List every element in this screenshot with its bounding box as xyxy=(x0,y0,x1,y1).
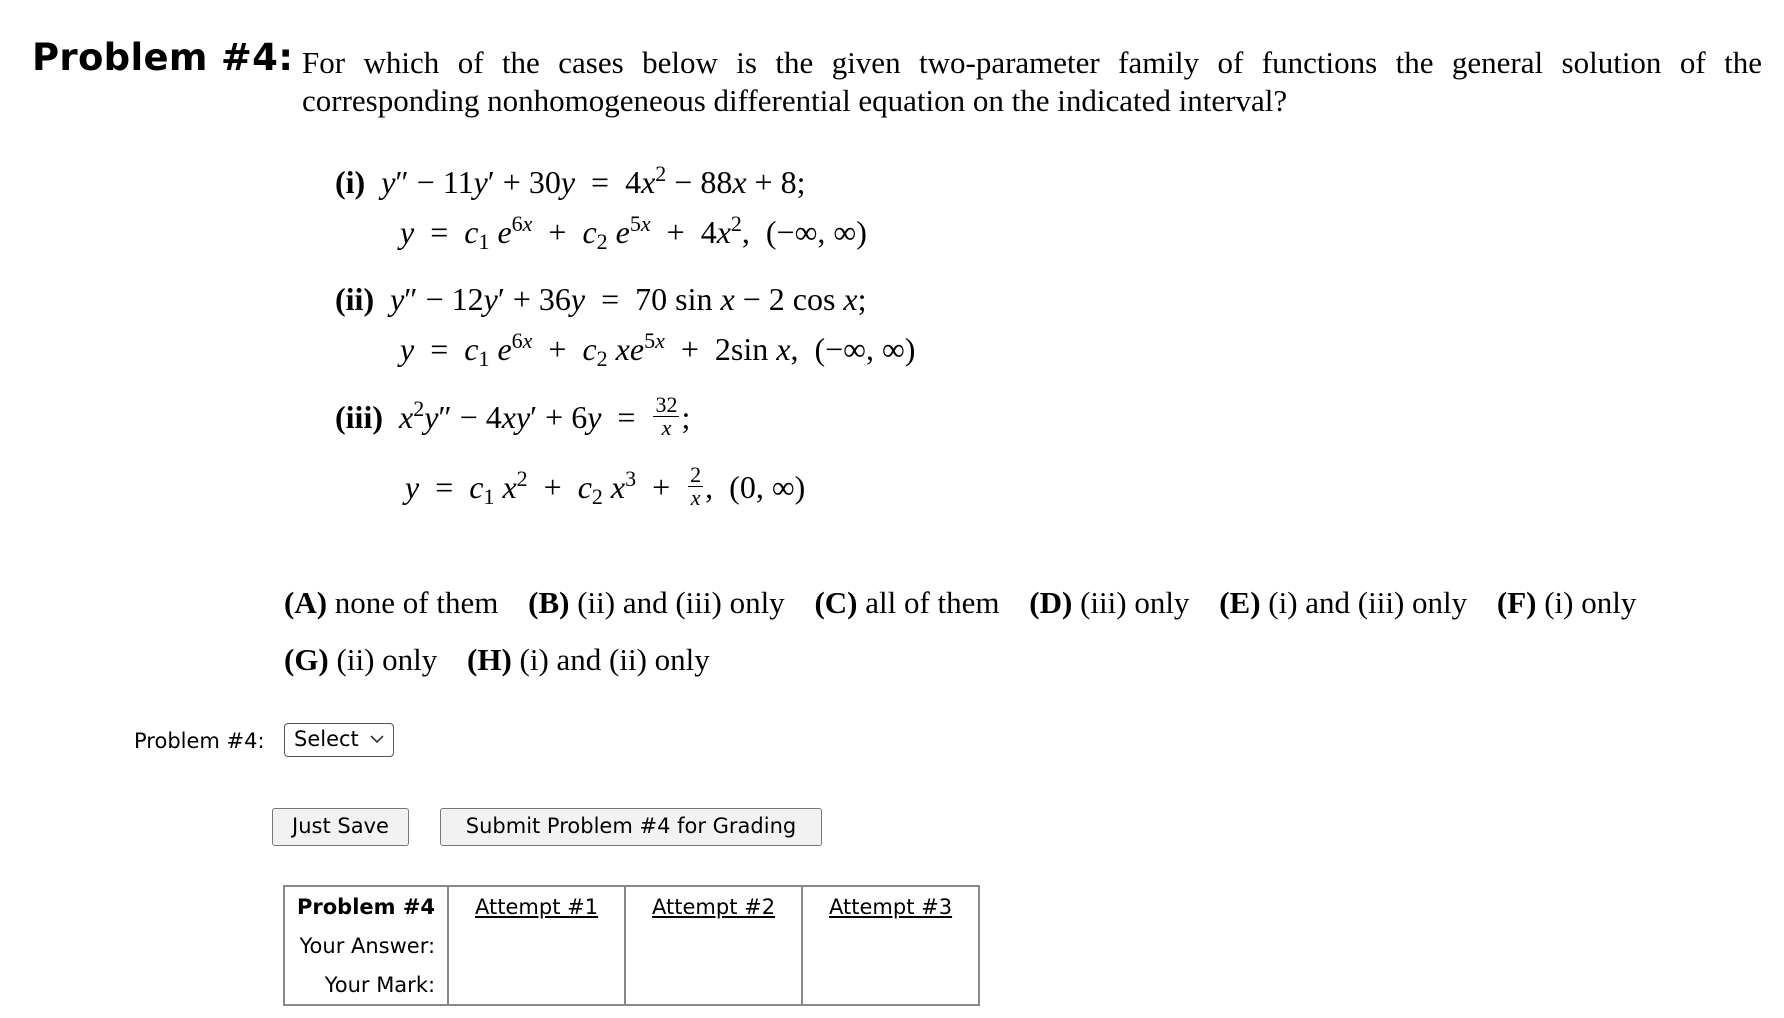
problem-question: For which of the cases below is the given two-parameter family of functions the general solution of the corresponding nonhomogeneous differential equation on the indicated interval? xyxy=(302,45,1762,118)
choices-row-2 xyxy=(284,642,732,678)
choice-e: (E) (i) and (iii) only xyxy=(1219,585,1468,620)
attempt-2-mark xyxy=(625,965,802,1005)
case-iii-label: (iii) xyxy=(335,398,383,435)
choice-h: (H) (i) and (ii) only xyxy=(467,642,710,677)
attempt-1-link[interactable]: Attempt #1 xyxy=(475,894,599,919)
attempt-3-answer xyxy=(802,926,979,965)
just-save-button[interactable]: Just Save xyxy=(272,808,409,846)
attempt-2-answer xyxy=(625,926,802,965)
your-answer-label: Your Answer: xyxy=(284,926,448,965)
choice-d: (D) (iii) only xyxy=(1029,585,1190,620)
answer-select[interactable] xyxy=(284,723,394,757)
answer-label: Problem #4: xyxy=(134,729,265,753)
choice-g: (G) (ii) only xyxy=(284,642,438,677)
attempt-3-link[interactable]: Attempt #3 xyxy=(829,894,953,919)
attempt-3-mark xyxy=(802,965,979,1005)
choices-row-1 xyxy=(284,585,1658,621)
attempts-table xyxy=(283,885,980,1006)
case-iii-equation-text: $x^2y'' - 4xy' + 6y$ = $\frac{32}{x}$ ; xyxy=(398,392,691,440)
your-mark-label: Your Mark: xyxy=(284,965,448,1005)
case-ii-equation-text: y″ − 12y′ + 36y = 70 sin x − 2 cos x; xyxy=(390,281,867,317)
case-i-equation xyxy=(335,161,806,201)
attempts-table-header: Problem #4 xyxy=(284,886,448,926)
answer-select-value: Select xyxy=(294,727,359,751)
choice-a: (A) none of them xyxy=(284,585,499,620)
case-i-solution: $y = c_1$ $e^{6x} + c_2$ $e^{5x} + 4x^2$, (−∞, ∞) xyxy=(400,211,867,254)
case-ii-solution: $y = c_1$ $e^{6x} + c_2$ $xe^{5x} + 2\sin$ x, (−∞, ∞) xyxy=(400,328,916,371)
case-i-equation-text: $y'' - 11y' + 30y = 4x^2 - 88x + 8$; xyxy=(381,161,806,200)
case-iii-solution: $y = c_1$ $x^2 + c_2$ $x^3$ + $\frac{2}{x}$ , (0, ∞) xyxy=(405,462,806,510)
case-i-label: (i) xyxy=(335,164,366,200)
case-ii-label: (ii) xyxy=(335,281,375,317)
submit-button[interactable]: Submit Problem #4 for Grading xyxy=(440,808,822,846)
choice-c: (C) all of them xyxy=(814,585,1000,620)
problem-heading: Problem #4: xyxy=(32,36,294,79)
case-iii-equation xyxy=(335,392,691,443)
attempt-2-link[interactable]: Attempt #2 xyxy=(652,894,776,919)
chevron-down-icon xyxy=(369,731,385,747)
attempt-1-mark xyxy=(448,965,625,1005)
choice-f: (F) (i) only xyxy=(1496,585,1637,620)
attempt-1-answer xyxy=(448,926,625,965)
choice-b: (B) (ii) and (iii) only xyxy=(528,585,785,620)
case-ii-equation xyxy=(335,281,867,318)
